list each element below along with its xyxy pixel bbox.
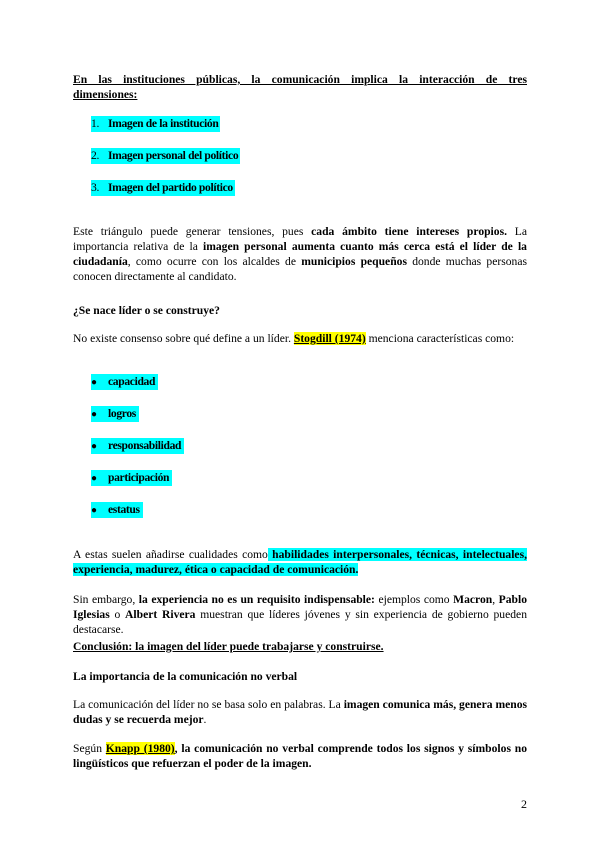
intro-heading <box>73 72 527 102</box>
citation-stogdill: Stogdill (1974) <box>293 332 366 345</box>
added-qualities-paragraph <box>73 547 527 577</box>
section-heading-leader: ¿Se nace líder o se construye? <box>73 304 220 317</box>
text-run-bold: la experiencia no es un requisito indispensable: <box>138 593 375 606</box>
citation-knapp: Knapp (1980) <box>105 742 175 755</box>
bullet-icon: ● <box>91 377 97 388</box>
text-run: ejemplos como <box>374 593 454 606</box>
text-run: o <box>109 608 126 621</box>
page-number: 2 <box>521 797 527 811</box>
bullet-icon: ● <box>91 409 97 420</box>
text-run: Según <box>73 742 106 755</box>
dimension-item <box>91 116 220 132</box>
text-run: La comunicación del líder no se basa solo en palabras. La <box>73 698 344 711</box>
nonverbal-paragraph <box>73 697 527 727</box>
experience-paragraph <box>73 592 527 637</box>
text-run: No existe consenso sobre qué define a un líder. <box>73 332 294 345</box>
quality-label: capacidad <box>108 375 156 388</box>
name-albert-rivera: Albert Rivera <box>125 608 196 621</box>
quality-item <box>91 502 143 518</box>
conclusion-line: Conclusión: la imagen del líder puede trabajarse y construirse. <box>73 640 384 653</box>
text-run: donde muchas personas conocen directamente al candidato. <box>73 255 527 283</box>
text-run: A estas suelen añadirse cualidades como <box>73 548 268 561</box>
dimension-item <box>91 180 235 196</box>
quality-label: estatus <box>108 503 140 516</box>
text-run-bold: municipios pequeños <box>301 255 407 268</box>
quality-label: logros <box>108 407 136 420</box>
list-number: 3. <box>91 181 99 194</box>
text-run: . <box>203 713 207 726</box>
quality-item <box>91 406 139 422</box>
text-run: La importancia relativa de la <box>73 225 527 253</box>
dimension-item <box>91 148 240 164</box>
text-run: menciona características como: <box>365 332 515 345</box>
quality-label: responsabilidad <box>108 439 182 452</box>
stogdill-paragraph <box>73 331 527 346</box>
intro-heading-line1: En las instituciones públicas, la comunicación implica la interacción de tres <box>73 73 527 86</box>
section-heading-nonverbal: La importancia de la comunicación no verbal <box>73 670 298 683</box>
bullet-icon: ● <box>91 473 97 484</box>
text-run: muestran que líderes jóvenes y sin experiencia de gobierno pueden destacarse. <box>73 608 527 636</box>
triangle-paragraph <box>73 224 527 284</box>
name-pablo-iglesias: Pablo Iglesias <box>73 593 528 621</box>
text-run: , <box>492 593 499 606</box>
name-macron: Macron <box>453 593 493 606</box>
dimension-label: Imagen del partido político <box>108 181 233 194</box>
text-run: Sin embargo, <box>73 593 139 606</box>
list-number: 2. <box>91 149 99 162</box>
list-number: 1. <box>91 117 99 130</box>
text-run-bold: la comunicación no verbal comprende todos los signos y símbolos no lingüísticos que refuerzan el poder de la imagen. <box>73 742 527 770</box>
quality-item <box>91 438 184 454</box>
quality-label: participación <box>108 471 170 484</box>
text-run-bold: imagen comunica más, genera menos dudas y se recuerda mejor <box>73 698 528 726</box>
quality-item <box>91 470 172 486</box>
bullet-icon: ● <box>91 505 97 516</box>
text-run-bold: cada ámbito tiene intereses propios. <box>311 225 507 238</box>
text-run: , como ocurre con los alcaldes de <box>127 255 302 268</box>
bullet-icon: ● <box>91 441 97 452</box>
quality-item <box>91 374 158 390</box>
dimension-label: Imagen de la institución <box>108 117 219 130</box>
intro-heading-line2: dimensiones: <box>73 88 138 101</box>
dimension-label: Imagen personal del político <box>108 149 239 162</box>
highlighted-qualities: habilidades interpersonales, técnicas, intelectuales, experiencia, madurez, ética o capacidad de comunicación. <box>73 548 527 576</box>
knapp-paragraph <box>73 741 527 771</box>
text-run-bold: imagen personal aumenta cuanto más cerca está el líder de la ciudadanía <box>73 240 527 268</box>
text-run-bold: , <box>174 742 178 755</box>
text-run: Este triángulo puede generar tensiones, pues <box>73 225 312 238</box>
